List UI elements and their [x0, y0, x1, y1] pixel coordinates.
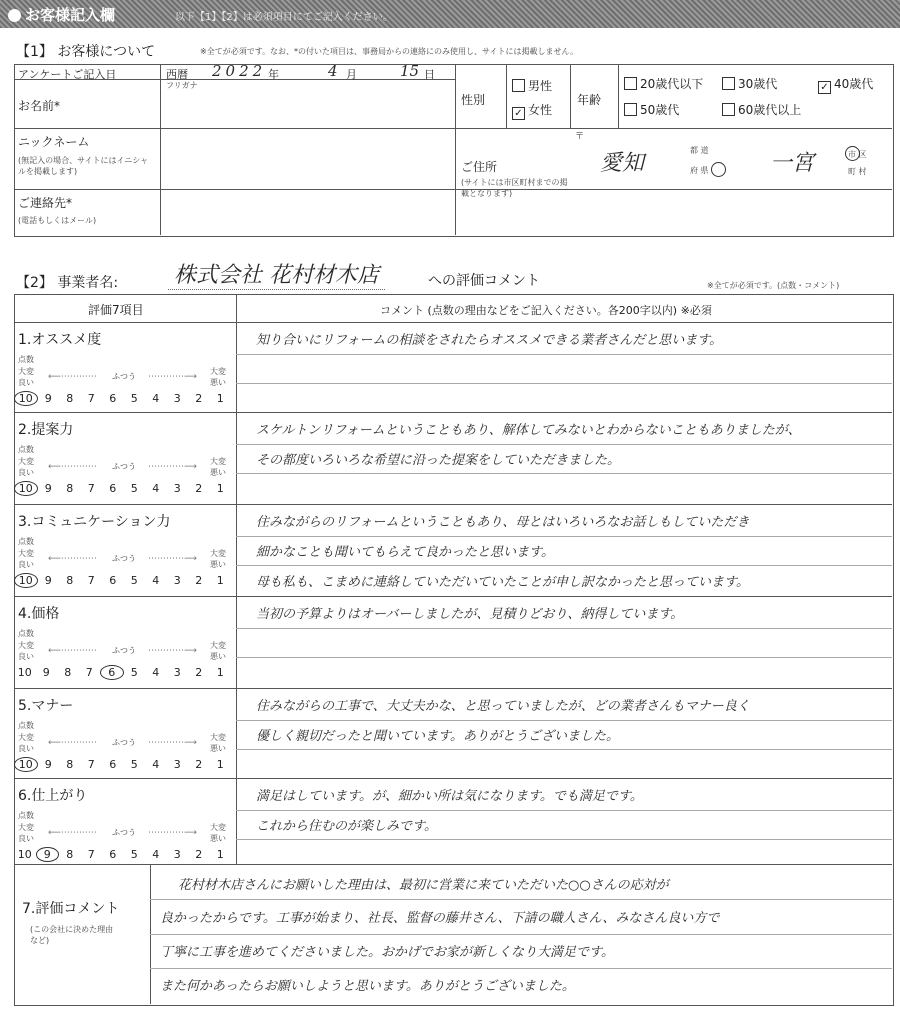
survey-day-value[interactable]: 15 — [400, 62, 420, 80]
era-label: 西暦 — [166, 68, 188, 81]
scale-left-top: 大変 — [18, 733, 34, 742]
score-option[interactable]: 8 — [66, 482, 74, 495]
age-option-20s[interactable] — [624, 75, 703, 92]
column-header-comment: コメント (点数の理由などをご記入ください。各200字以内) ※必須 — [380, 304, 712, 317]
survey-month-value[interactable]: 4 — [328, 62, 338, 80]
prefecture-units-bottom: 府 県 — [690, 166, 709, 175]
score-option[interactable]: 8 — [66, 574, 74, 587]
scale-right-top: 大変 — [210, 549, 226, 558]
scale-middle: ふつう — [112, 462, 136, 471]
score-option[interactable]: 2 — [195, 574, 203, 587]
prefecture-units-top: 都 道 — [690, 146, 709, 155]
score-option[interactable]: 2 — [195, 848, 203, 861]
score-option[interactable]: 5 — [130, 848, 138, 861]
comment-line[interactable]: その都度いろいろな希望に沿った提案をしていただきました。 — [256, 453, 621, 468]
score-option[interactable]: 5 — [130, 482, 138, 495]
scale-arrow-right-icon: ⋯⋯⋯⋯⟶ — [148, 372, 197, 382]
scale-arrow-right-icon: ⋯⋯⋯⋯⟶ — [148, 646, 197, 656]
checkbox-age-60s[interactable] — [722, 103, 735, 116]
score-label: 点数 — [18, 721, 34, 730]
section2-note: ※全てが必須です。(点数・コメント) — [707, 281, 840, 290]
score-label: 点数 — [18, 537, 34, 546]
scale-right-top: 大変 — [210, 641, 226, 650]
item-title: 2.提案力 — [18, 422, 74, 438]
nickname-label: ニックネーム — [18, 135, 90, 149]
score-option[interactable]: 1 — [216, 574, 224, 587]
age-option-50s[interactable] — [624, 101, 679, 118]
score-option[interactable]: 8 — [66, 392, 74, 405]
nickname-note: (無記入の場合、サイトにはイニシャルを掲載します) — [18, 156, 149, 176]
score-option[interactable]: 3 — [173, 482, 181, 495]
column-header-items: 評価7項目 — [88, 303, 144, 317]
score-option[interactable]: 2 — [195, 392, 203, 405]
score-option[interactable]: 9 — [44, 574, 52, 587]
scale-left-top: 大変 — [18, 823, 34, 832]
comment7-note: (この会社に決めた理由など) — [30, 925, 114, 945]
score-scale — [14, 847, 236, 862]
form-title — [8, 4, 115, 25]
contact-note: (電話もしくはメール) — [18, 216, 97, 225]
scale-arrow-left-icon: ⟵⋯⋯⋯⋯ — [48, 828, 97, 838]
score-option[interactable]: 7 — [85, 666, 93, 679]
scale-right-bottom: 悪い — [210, 652, 226, 661]
score-option[interactable]: 1 — [216, 666, 224, 679]
score-label: 点数 — [18, 445, 34, 454]
comment-line[interactable]: 満足はしています。が、細かい所は気になります。でも満足です。 — [256, 789, 643, 804]
scale-left-top: 大変 — [18, 549, 34, 558]
scale-middle: ふつう — [112, 828, 136, 837]
score-label: 点数 — [18, 811, 34, 820]
age-option-30s[interactable] — [722, 75, 777, 92]
section1-heading: 【1】 お客様について — [16, 44, 156, 60]
checkbox-female-checked[interactable]: ✓ — [512, 107, 525, 120]
score-option[interactable]: 4 — [152, 848, 160, 861]
score-scale — [14, 481, 236, 496]
comment-line[interactable]: 優しく親切だったと聞いています。ありがとうございました。 — [256, 729, 619, 744]
score-option[interactable]: 4 — [152, 666, 160, 679]
scale-arrow-left-icon: ⟵⋯⋯⋯⋯ — [48, 738, 97, 748]
city-units-bottom: 町 村 — [848, 167, 867, 176]
gender-option-female[interactable] — [512, 101, 552, 120]
score-scale — [14, 757, 236, 772]
scale-middle: ふつう — [112, 372, 136, 381]
scale-right-top: 大変 — [210, 457, 226, 466]
scale-arrow-right-icon: ⋯⋯⋯⋯⟶ — [148, 738, 197, 748]
checkbox-age-50s[interactable] — [624, 103, 637, 116]
scale-left-top: 大変 — [18, 457, 34, 466]
score-scale — [14, 573, 236, 588]
score-option[interactable]: 7 — [87, 758, 95, 771]
score-selected[interactable]: 10 — [14, 757, 38, 772]
score-option[interactable]: 9 — [42, 666, 50, 679]
score-option[interactable]: 7 — [87, 482, 95, 495]
furigana-label: フリガナ — [166, 81, 198, 90]
prefecture-circle-mark — [711, 162, 726, 177]
score-scale — [14, 665, 236, 680]
score-label: 点数 — [18, 355, 34, 364]
score-option[interactable]: 4 — [152, 392, 160, 405]
score-option[interactable]: 2 — [195, 758, 203, 771]
checkbox-male[interactable] — [512, 79, 525, 92]
comment7-title: 7.評価コメント — [22, 901, 120, 917]
section1-note: ※全てが必須です。なお、*の付いた項目は、事務局からの連絡にのみ使用し、サイトには掲載しません。 — [200, 47, 578, 56]
score-selected[interactable]: 9 — [36, 847, 60, 862]
score-option[interactable]: 4 — [152, 758, 160, 771]
checkbox-age-40s-checked[interactable]: ✓ — [818, 81, 831, 94]
comment-line[interactable]: これから住むのが楽しみです。 — [256, 819, 437, 834]
score-option[interactable]: 6 — [109, 392, 117, 405]
score-option[interactable]: 3 — [173, 758, 181, 771]
comment-line[interactable]: 住みながらの工事で、大丈夫かな、と思っていましたが、どの業者さんもマナー良く — [256, 699, 750, 714]
score-option[interactable]: 7 — [87, 392, 95, 405]
city-circle-mark — [845, 146, 860, 161]
scale-right-bottom: 悪い — [210, 560, 226, 569]
year-unit: 年 — [268, 68, 279, 81]
business-name[interactable]: 株式会社 花村材木店 — [168, 258, 385, 290]
contact-label: ご連絡先* — [18, 196, 73, 210]
scale-left-top: 大変 — [18, 641, 34, 650]
section2-heading-suffix: への評価コメント — [428, 273, 540, 289]
scale-middle: ふつう — [112, 646, 136, 655]
score-option[interactable]: 9 — [44, 758, 52, 771]
age-option-50s-label: 50歳代 — [640, 103, 680, 117]
address-label: ご住所 — [461, 160, 498, 174]
score-option[interactable]: 1 — [216, 758, 224, 771]
bullet-icon — [8, 9, 21, 22]
comment-line[interactable]: スケルトンリフォームということもあり、解体してみないとわからないこともありましたが、 — [256, 423, 801, 438]
score-option[interactable]: 1 — [216, 392, 224, 405]
score-option[interactable]: 1 — [216, 482, 224, 495]
score-option[interactable]: 6 — [109, 482, 117, 495]
score-option[interactable]: 8 — [66, 758, 74, 771]
score-option[interactable]: 5 — [130, 574, 138, 587]
score-option[interactable]: 7 — [87, 574, 95, 587]
score-option[interactable]: 4 — [152, 574, 160, 587]
score-option[interactable]: 6 — [109, 848, 117, 861]
name-label: お名前* — [18, 99, 61, 113]
city-value[interactable]: 一宮 — [770, 151, 815, 176]
gender-option-male-label: 男性 — [528, 79, 553, 93]
score-label: 点数 — [18, 629, 34, 638]
checkbox-age-20s[interactable] — [624, 77, 637, 90]
score-option[interactable]: 2 — [195, 482, 203, 495]
survey-date-label: アンケートご記入日 — [18, 68, 117, 81]
score-selected[interactable]: 10 — [14, 573, 38, 588]
score-scale — [14, 391, 236, 406]
age-label: 年齢 — [577, 93, 602, 107]
scale-middle: ふつう — [112, 738, 136, 747]
scale-left-bottom: 良い — [18, 378, 34, 387]
form-header-bar — [0, 0, 900, 28]
score-option[interactable]: 3 — [173, 848, 181, 861]
comment7-line-1[interactable]: 花村材木店さんにお願いした理由は、最初に営業に来ていただいた○○さんの応対が — [178, 878, 669, 893]
score-option[interactable]: 10 — [17, 848, 32, 861]
comment-line[interactable]: 母も私も、こまめに連絡していただいていたことが申し訳なかったと思っています。 — [256, 575, 749, 590]
scale-right-bottom: 悪い — [210, 744, 226, 753]
score-option[interactable]: 1 — [216, 848, 224, 861]
scale-arrow-left-icon: ⟵⋯⋯⋯⋯ — [48, 372, 97, 382]
month-unit: 月 — [346, 68, 357, 81]
scale-left-top: 大変 — [18, 367, 34, 376]
address-note: (サイトには市区町村までの掲載となります) — [461, 178, 568, 198]
scale-middle: ふつう — [112, 554, 136, 563]
age-option-30s-label: 30歳代 — [738, 77, 778, 91]
item-title: 5.マナー — [18, 698, 74, 714]
day-unit: 日 — [424, 68, 435, 81]
scale-arrow-left-icon: ⟵⋯⋯⋯⋯ — [48, 462, 97, 472]
score-option[interactable]: 6 — [109, 574, 117, 587]
comment-line[interactable]: 細かなことも聞いてもらえて良かったと思います。 — [256, 545, 554, 560]
gender-option-female-label: 女性 — [528, 103, 553, 117]
scale-left-bottom: 良い — [18, 652, 34, 661]
score-option[interactable]: 8 — [64, 666, 72, 679]
score-option[interactable]: 3 — [173, 666, 181, 679]
score-selected[interactable]: 6 — [100, 665, 124, 680]
scale-left-bottom: 良い — [18, 834, 34, 843]
comment7-line-2[interactable]: 良かったからです。工事が始まり、社長、監督の藤井さん、下請の職人さん、みなさん良い方で — [160, 911, 720, 926]
city-units-top: 市 区 — [848, 150, 867, 159]
scale-right-bottom: 悪い — [210, 378, 226, 387]
score-option[interactable]: 3 — [173, 392, 181, 405]
prefecture-value[interactable]: 愛知 — [600, 151, 645, 176]
score-option[interactable]: 9 — [44, 392, 52, 405]
scale-arrow-left-icon: ⟵⋯⋯⋯⋯ — [48, 646, 97, 656]
section2-heading-prefix: 【2】 事業者名: — [16, 275, 119, 291]
comment7-line-3[interactable]: 丁寧に工事を進めてくださいました。おかげでお家が新しくなり大満足です。 — [160, 945, 614, 960]
age-option-40s-label: 40歳代 — [834, 77, 874, 91]
scale-left-bottom: 良い — [18, 468, 34, 477]
gender-option-male[interactable] — [512, 77, 552, 94]
score-option[interactable]: 3 — [173, 574, 181, 587]
form-title-text: お客様記入欄 — [25, 6, 116, 24]
score-option[interactable]: 5 — [130, 666, 138, 679]
item-title: 1.オススメ度 — [18, 332, 102, 348]
comment-line[interactable]: 当初の予算よりはオーバーしましたが、見積りどおり、納得しています。 — [256, 607, 684, 622]
score-option[interactable]: 5 — [130, 392, 138, 405]
scale-right-bottom: 悪い — [210, 834, 226, 843]
scale-right-bottom: 悪い — [210, 468, 226, 477]
item-title: 6.仕上がり — [18, 788, 88, 804]
score-selected[interactable]: 10 — [14, 391, 38, 406]
scale-arrow-right-icon: ⋯⋯⋯⋯⟶ — [148, 554, 197, 564]
score-option[interactable]: 10 — [17, 666, 32, 679]
score-option[interactable]: 4 — [152, 482, 160, 495]
gender-label: 性別 — [461, 93, 486, 107]
scale-arrow-right-icon: ⋯⋯⋯⋯⟶ — [148, 462, 197, 472]
form-header-note: 以下【1】【2】は必須項目にてご記入ください。 — [175, 12, 393, 23]
score-option[interactable]: 5 — [130, 758, 138, 771]
score-option[interactable]: 6 — [109, 758, 117, 771]
scale-right-top: 大変 — [210, 367, 226, 376]
scale-left-bottom: 良い — [18, 744, 34, 753]
survey-year-value[interactable]: 2022 — [212, 62, 267, 80]
scale-arrow-left-icon: ⟵⋯⋯⋯⋯ — [48, 554, 97, 564]
item-title: 4.価格 — [18, 606, 60, 622]
scale-right-top: 大変 — [210, 733, 226, 742]
age-option-20s-label: 20歳代以下 — [640, 77, 704, 91]
score-option[interactable]: 9 — [44, 482, 52, 495]
comment7-line-4[interactable]: また何かあったらお願いしようと思います。ありがとうございました。 — [160, 979, 575, 994]
score-option[interactable]: 7 — [87, 848, 95, 861]
age-option-60s[interactable] — [722, 101, 801, 118]
score-option[interactable]: 2 — [195, 666, 203, 679]
postal-mark: 〒 — [575, 132, 585, 142]
checkbox-age-30s[interactable] — [722, 77, 735, 90]
age-option-40s[interactable] — [818, 75, 873, 94]
scale-right-top: 大変 — [210, 823, 226, 832]
item-title: 3.コミュニケーション力 — [18, 514, 171, 530]
scale-arrow-right-icon: ⋯⋯⋯⋯⟶ — [148, 828, 197, 838]
score-option[interactable]: 8 — [66, 848, 74, 861]
age-option-60s-label: 60歳代以上 — [738, 103, 802, 117]
score-selected[interactable]: 10 — [14, 481, 38, 496]
comment-line[interactable]: 住みながらのリフォームということもあり、母とはいろいろなお話しもしていただき — [256, 515, 750, 530]
comment-line[interactable]: 知り合いにリフォームの相談をされたらオススメできる業者さんだと思います。 — [256, 333, 723, 348]
scale-left-bottom: 良い — [18, 560, 34, 569]
